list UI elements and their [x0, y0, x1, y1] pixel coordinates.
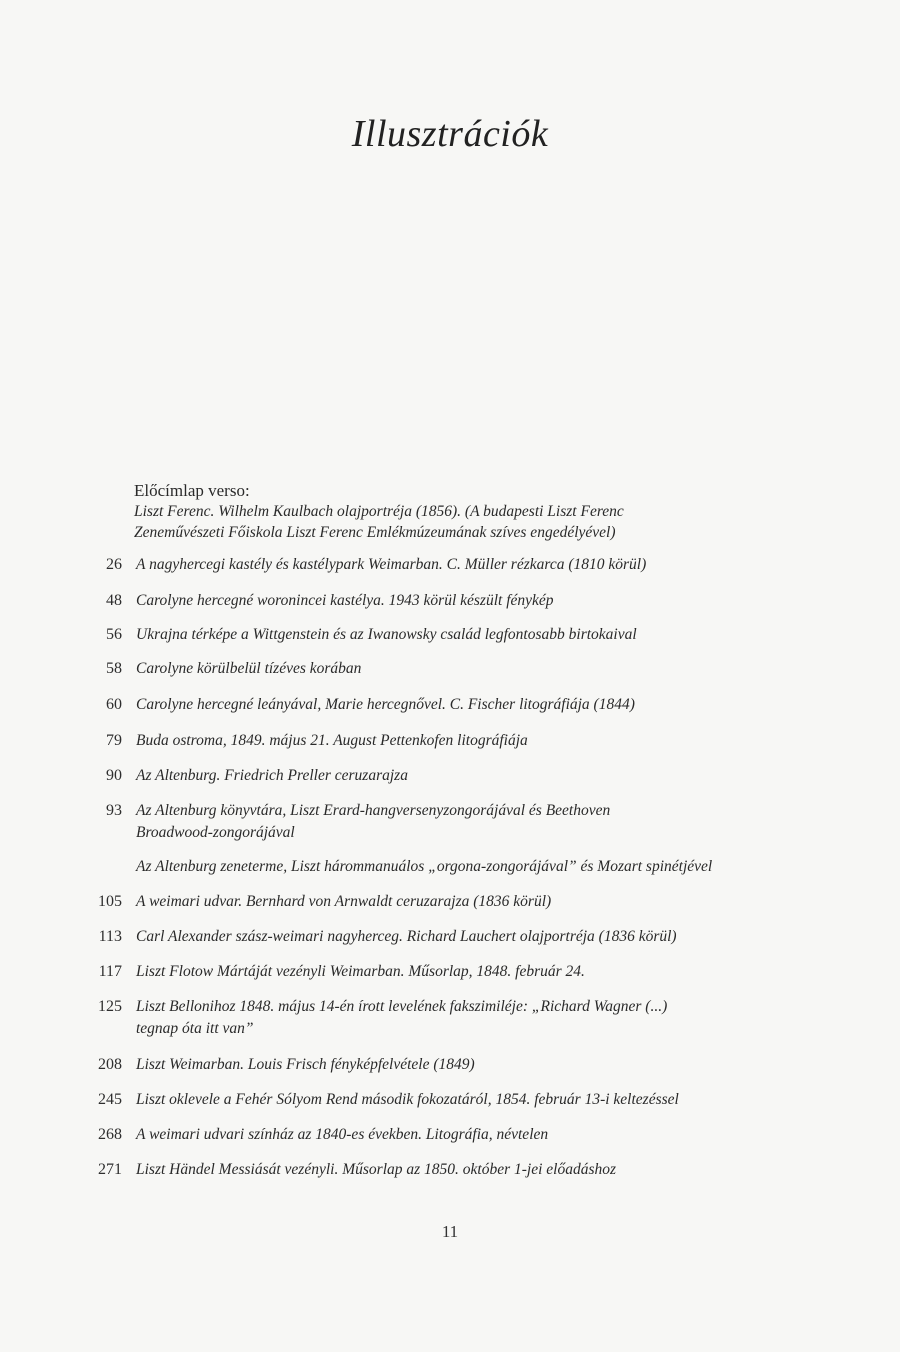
item-text: A nagyhercegi kastély és kastélypark Weimarban. C. Müller rézkarca (1810 körül) — [136, 556, 647, 573]
list-item — [70, 658, 830, 680]
page-number: 11 — [441, 1222, 459, 1241]
list-item — [70, 730, 830, 752]
list-item — [70, 800, 830, 844]
item-text: Ukrajna térképe a Wittgenstein és az Iwanowsky család legfontosabb birtokaival — [136, 626, 637, 643]
item-page: 117 — [98, 963, 122, 980]
item-page: 208 — [98, 1056, 122, 1073]
item-text-continued: tegnap óta itt van” — [136, 1020, 254, 1037]
item-page: 79 — [106, 732, 122, 749]
item-page: 93 — [106, 802, 122, 819]
item-page: 113 — [98, 928, 122, 945]
list-item — [70, 856, 830, 878]
item-text: Liszt Flotow Mártáját vezényli Weimarban. Műsorlap, 1848. február 24. — [136, 963, 585, 980]
item-text: Carolyne körülbelül tízéves korában — [136, 660, 362, 677]
item-text: Carl Alexander szász-weimari nagyherceg. Richard Lauchert olajportréja (1836 körül) — [136, 928, 677, 945]
item-page: 26 — [106, 556, 122, 573]
list-item — [70, 694, 830, 716]
item-text: Liszt Bellonihoz 1848. május 14-én írott levelének fakszimiléje: „Richard Wagner (...) — [136, 998, 668, 1015]
list-item — [70, 1054, 830, 1076]
item-text: A weimari udvari színház az 1840-es években. Litográfia, névtelen — [136, 1126, 549, 1143]
frontispiece-entry — [134, 480, 834, 543]
frontispiece-line-2: Zeneművészeti Főiskola Liszt Ferenc Emlékmúzeumának szíves engedélyével) — [134, 524, 616, 541]
list-item — [70, 1089, 830, 1111]
list-item — [70, 554, 830, 576]
item-page: 268 — [98, 1126, 122, 1143]
item-page: 105 — [98, 893, 122, 910]
item-text: Buda ostroma, 1849. május 21. August Pettenkofen litográfiája — [136, 732, 528, 749]
item-page: 56 — [106, 626, 122, 643]
item-text: Az Altenburg könyvtára, Liszt Erard-hangversenyzongorájával és Beethoven — [136, 802, 611, 819]
list-item — [70, 961, 830, 983]
page-title: Illusztrációk — [351, 113, 549, 155]
list-item — [70, 624, 830, 646]
list-item — [70, 1124, 830, 1146]
item-page — [70, 856, 136, 878]
item-page: 90 — [106, 767, 122, 784]
item-text: Liszt Weimarban. Louis Frisch fényképfelvétele (1849) — [136, 1056, 475, 1073]
item-text: Carolyne hercegné woronincei kastélya. 1943 körül készült fénykép — [136, 592, 554, 609]
item-text: Az Altenburg zeneterme, Liszt hárommanuálos „orgona-zongorájával” és Mozart spinétjével — [136, 858, 713, 875]
item-text-continued: Broadwood-zongorájával — [136, 824, 295, 841]
item-page: 245 — [98, 1091, 122, 1108]
item-text: A weimari udvar. Bernhard von Arnwaldt ceruzarajza (1836 körül) — [136, 893, 552, 910]
list-item — [70, 590, 830, 612]
item-text: Az Altenburg. Friedrich Preller ceruzarajza — [136, 767, 408, 784]
list-item — [70, 765, 830, 787]
list-item — [70, 1159, 830, 1181]
item-page: 125 — [98, 998, 122, 1015]
item-page: 58 — [106, 660, 122, 677]
item-page: 271 — [98, 1161, 122, 1178]
list-item — [70, 926, 830, 948]
frontispiece-label: Előcímlap verso: — [134, 481, 250, 500]
item-text: Liszt oklevele a Fehér Sólyom Rend második fokozatáról, 1854. február 13-i keltezéssel — [136, 1091, 679, 1108]
item-text: Carolyne hercegné leányával, Marie hercegnővel. C. Fischer litográfiája (1844) — [136, 696, 635, 713]
frontispiece-line-1: Liszt Ferenc. Wilhelm Kaulbach olajportréja (1856). (A budapesti Liszt Ferenc — [134, 503, 624, 520]
item-page: 60 — [106, 696, 122, 713]
item-page: 48 — [106, 592, 122, 609]
item-text: Liszt Händel Messiását vezényli. Műsorlap az 1850. október 1-jei előadáshoz — [136, 1161, 617, 1178]
list-item — [70, 891, 830, 913]
list-item — [70, 996, 830, 1040]
